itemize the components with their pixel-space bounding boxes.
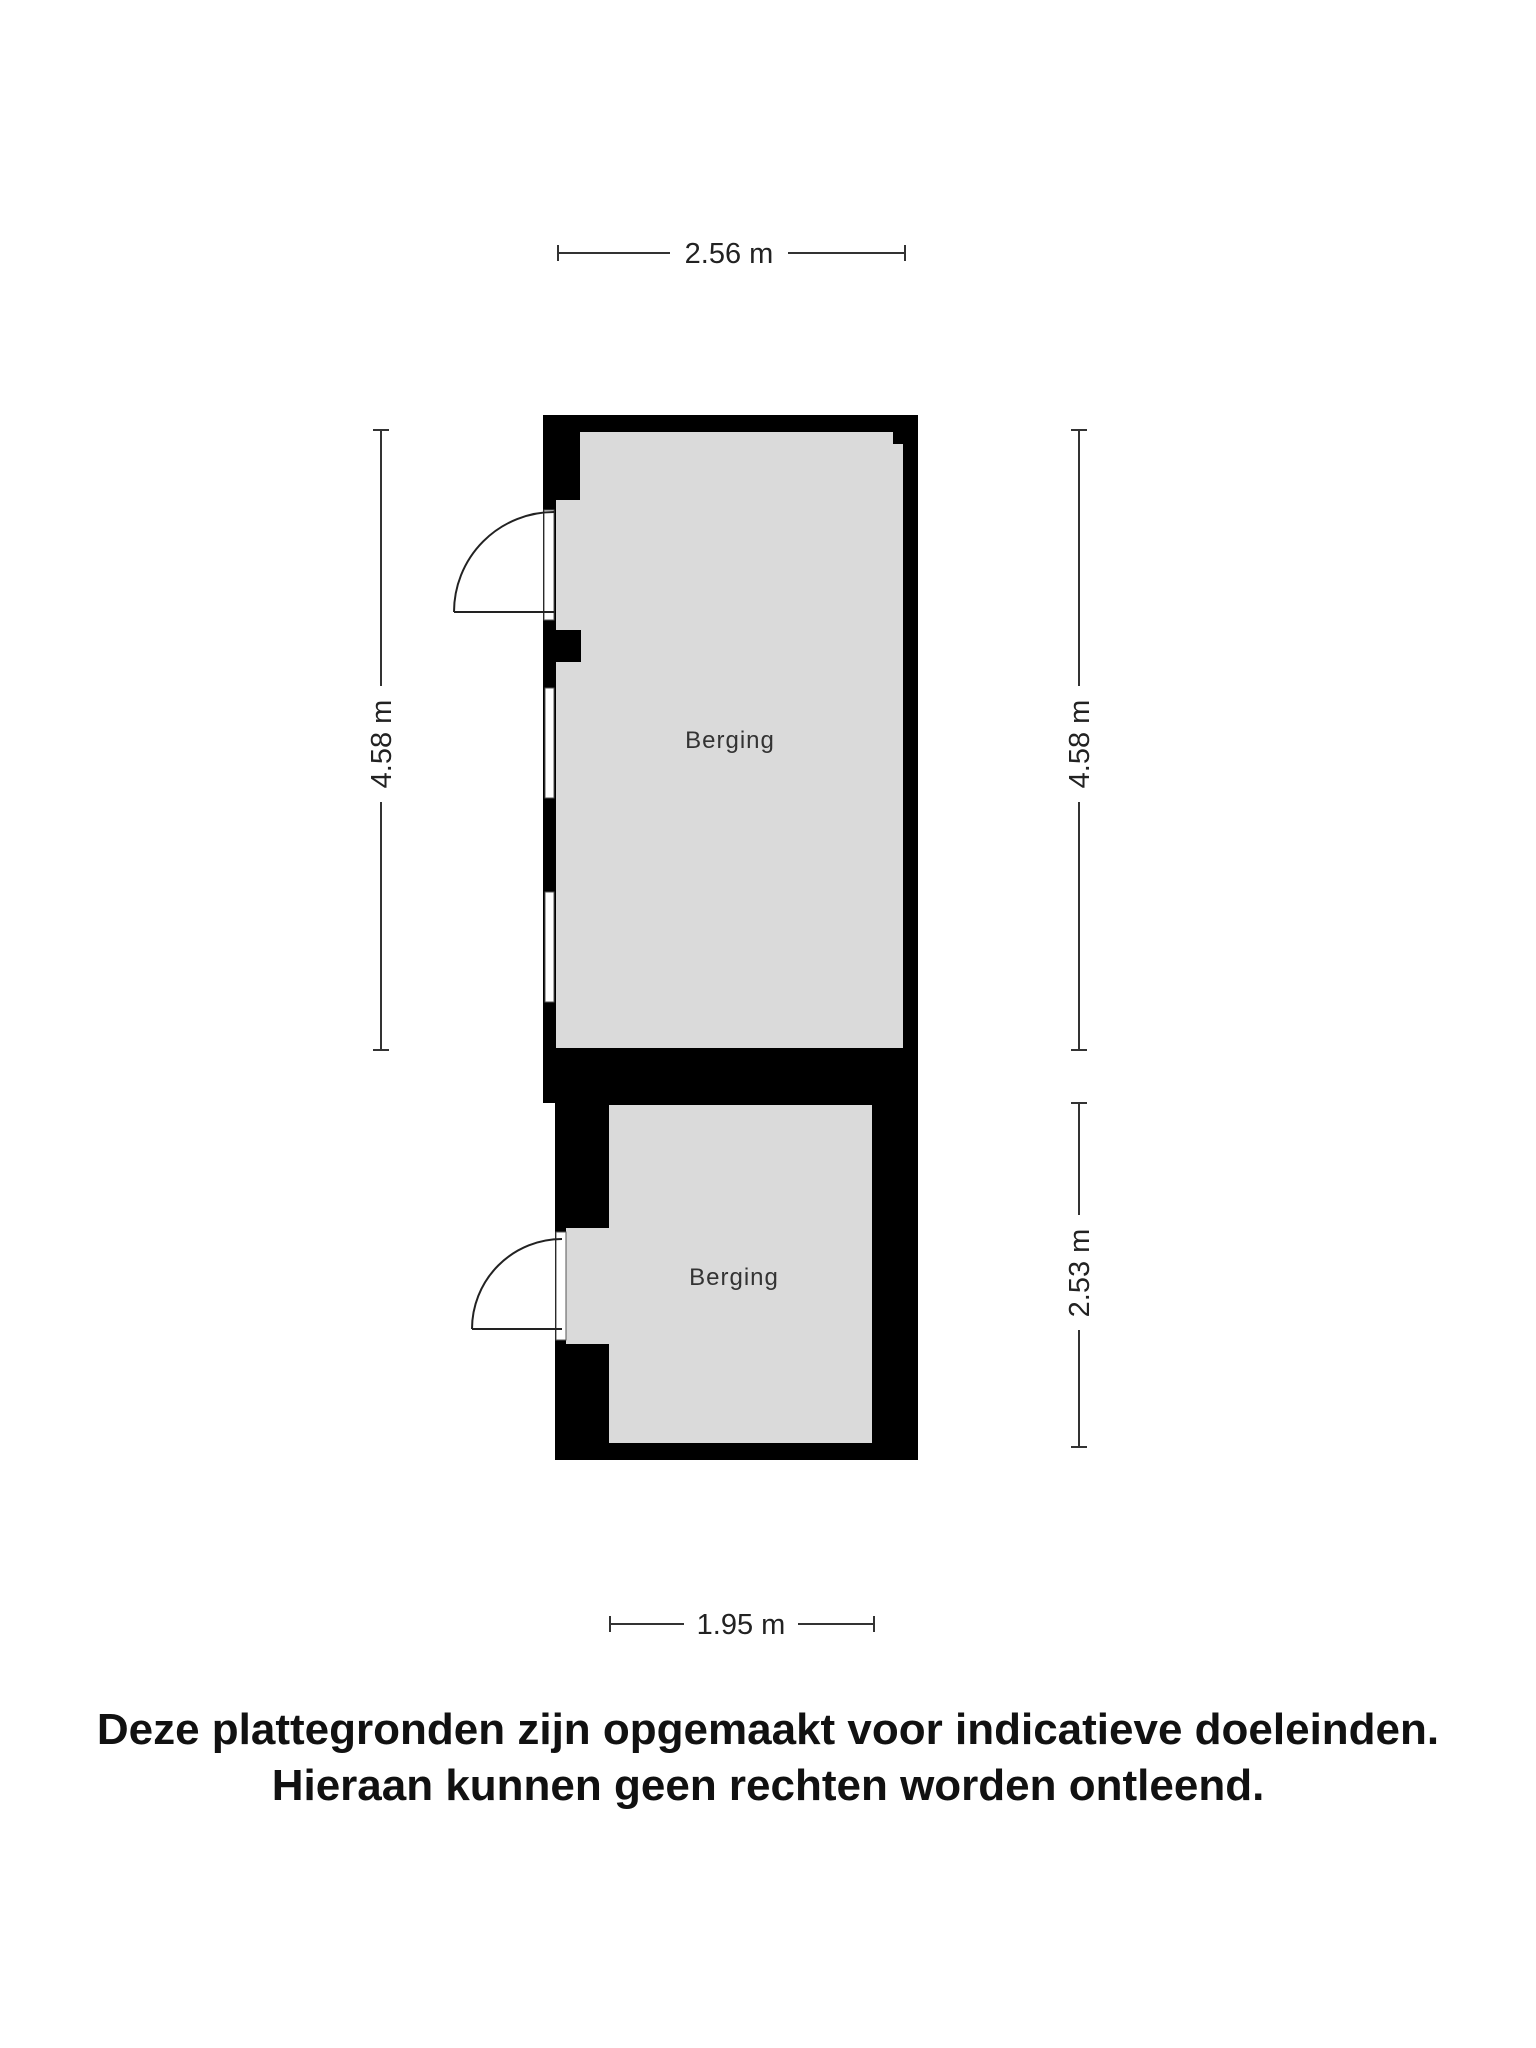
disclaimer-line-1: Deze plattegronden zijn opgemaakt voor indicatieve doeleinden. <box>96 1705 1440 1754</box>
lower-room-floor-alcove <box>566 1228 616 1344</box>
upper-door-swing-arc <box>454 512 554 612</box>
dim-left-label: 4.58 m <box>366 699 398 789</box>
room-label-upper: Berging <box>685 727 775 754</box>
dim-right-upper-label: 4.58 m <box>1064 699 1096 789</box>
upper-door <box>454 510 554 620</box>
disclaimer-line-2: Hieraan kunnen geen rechten worden ontleend. <box>271 1761 1265 1810</box>
floors <box>556 432 903 1443</box>
upper-door-opening <box>544 510 554 620</box>
lower-door-swing-arc <box>472 1239 562 1329</box>
dim-top-label: 2.56 m <box>684 238 774 270</box>
room-label-lower: Berging <box>689 1264 779 1291</box>
lower-door-opening <box>556 1232 566 1340</box>
dim-right-lower-label: 2.53 m <box>1064 1228 1096 1318</box>
dim-bottom-label: 1.95 m <box>696 1609 786 1641</box>
window-lower <box>545 892 554 1002</box>
window-upper <box>545 688 554 798</box>
wall-pillar <box>543 630 581 662</box>
lower-door <box>472 1232 566 1340</box>
